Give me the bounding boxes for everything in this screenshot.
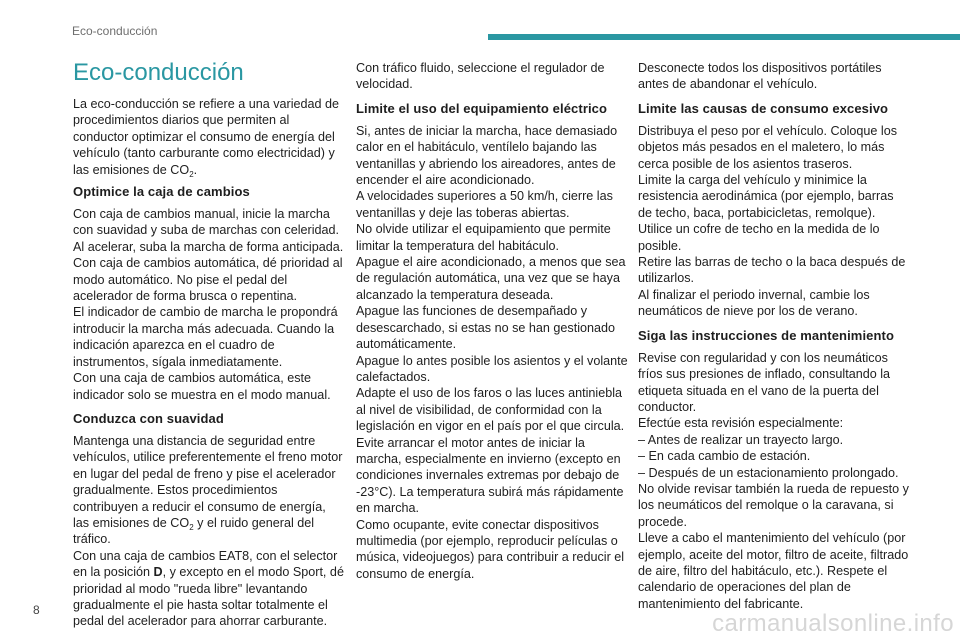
eat8-text-b: , y excepto en el modo Sport, dé prioridad al modo "rueda libre" levantando gradualmente el pie hasta soltar totalmente el pedal del acelerador para ahorrar carburante. bbox=[73, 565, 344, 629]
column-2 bbox=[356, 60, 628, 582]
intro-end: . bbox=[193, 162, 198, 177]
page-title: Eco-conducción bbox=[73, 59, 244, 86]
excess-line-2: Limite la carga del vehículo y minimice la resistencia aerodinámica (por ejemplo, barras de techo, baca, portabicicletas, remolque). Utilice un cofre de techo en la medida de lo posible. bbox=[638, 173, 894, 253]
maintenance-line-7: Lleve a cabo el mantenimiento del vehículo (por ejemplo, aceite del motor, filtro de aceite, filtrado de aire, filtro del habitáculo, etc.). Respete el calendario de operaciones del plan de mantenimiento del fabricante. bbox=[638, 531, 909, 611]
electrical-line-2: A velocidades superiores a 50 km/h, cierre las ventanillas y deje las toberas abiertas. bbox=[356, 189, 613, 220]
intro-paragraph bbox=[73, 96, 345, 178]
smooth-text-a: Mantenga una distancia de seguridad entre vehículos, utilice preferentemente el freno motor en lugar del pedal de freno y pise el acelerador gradualmente. Estos procedimientos contribuyen a reducir el consumo de energía, las emisiones de CO bbox=[73, 433, 343, 530]
electrical-line-6: Apague lo antes posible los asientos y el volante calefactados. bbox=[356, 353, 628, 384]
co2-subscript-2: 2 bbox=[189, 522, 194, 532]
intro-text: La eco-conducción se refiere a una variedad de procedimientos diarios que permiten al conductor optimizar el consumo de energía del vehículo (tanto carburante como electricidad) y las emisiones de CO bbox=[73, 97, 340, 177]
maintenance-line-1: Revise con regularidad y con los neumáticos fríos sus presiones de inflado, consultando la etiqueta situada en el vano de la puerta del conductor. bbox=[638, 350, 891, 414]
electrical-line-7: Adapte el uso de los faros o las luces antiniebla al nivel de visibilidad, de conformidad con la legislación en vigor en el país por el que circula. bbox=[356, 386, 625, 434]
electrical-line-4: Apague el aire acondicionado, a menos que sea de regulación automática, una vez que se haya alcanzado la temperatura deseada. bbox=[356, 255, 626, 302]
header-accent-bar bbox=[488, 34, 960, 40]
section-header-title: Eco-conducción bbox=[72, 24, 158, 38]
co2-subscript: 2 bbox=[189, 169, 194, 179]
maintenance-line-5: – Después de un estacionamiento prolongado. bbox=[638, 465, 899, 480]
watermark: carmanualsonline.info bbox=[712, 610, 954, 637]
drive-position-d: D bbox=[153, 565, 163, 580]
column-1 bbox=[73, 60, 345, 630]
electrical-line-3: No olvide utilizar el equipamiento que permite limitar la temperatura del habitáculo. bbox=[356, 222, 611, 253]
smooth-text-b: y el ruido general del tráfico. bbox=[73, 515, 315, 547]
excess-line-4: Al finalizar el periodo invernal, cambie los neumáticos de nieve por los de verano. bbox=[638, 287, 870, 319]
gearbox-line-1: Con caja de cambios manual, inicie la marcha con suavidad y suba de marchas con celeridad. Al acelerar, suba la marcha de forma anticipada. bbox=[73, 207, 344, 254]
maintenance-line-2: Efectúe esta revisión especialmente: bbox=[638, 416, 844, 431]
column-3 bbox=[638, 60, 910, 612]
heading-excess-consumption: Limite las causas de consumo excesivo bbox=[638, 100, 889, 116]
maintenance-line-3: – Antes de realizar un trayecto largo. bbox=[638, 432, 844, 447]
electrical-line-5: Apague las funciones de desempañado y desescarchado, si estas no se han gestionado automáticamente. bbox=[356, 304, 616, 352]
smooth-driving-paragraph bbox=[73, 433, 345, 548]
heading-gearbox: Optimice la caja de cambios bbox=[73, 184, 250, 200]
portable-devices-paragraph: Desconecte todos los dispositivos portátiles antes de abandonar el vehículo. bbox=[638, 61, 882, 92]
gearbox-line-3: El indicador de cambio de marcha le propondrá introducir la marcha más adecuada. Cuando la indicación aparezca en el cuadro de instrumentos, sígala inmediatamente. bbox=[73, 305, 338, 369]
maintenance-line-4: – En cada cambio de estación. bbox=[638, 449, 811, 464]
maintenance-line-6: No olvide revisar también la rueda de repuesto y los neumáticos del remolque o la caravana, si procede. bbox=[638, 481, 909, 529]
cruise-control-paragraph: Con tráfico fluido, seleccione el regulador de velocidad. bbox=[356, 61, 605, 92]
gearbox-line-4: Con una caja de cambios automática, este indicador solo se muestra en el modo manual. bbox=[73, 371, 331, 402]
eat8-text-a: Con una caja de cambios EAT8, con el selector en la posición bbox=[73, 548, 338, 580]
heading-smooth-driving: Conduzca con suavidad bbox=[73, 410, 224, 426]
eat8-paragraph bbox=[73, 548, 345, 630]
electrical-line-1: Si, antes de iniciar la marcha, hace demasiado calor en el habitáculo, ventílelo bajando las ventanillas y abriendo los aireadores, antes de encender el aire acondicionado. bbox=[356, 123, 618, 188]
gearbox-line-2: Con caja de cambios automática, dé prioridad al modo automático. No pise el pedal del acelerador de forma brusca o repentina. bbox=[73, 256, 343, 304]
heading-electrical: Limite el uso del equipamiento eléctrico bbox=[356, 100, 608, 116]
electrical-line-8: Evite arrancar el motor antes de iniciar la marcha, especialmente en invierno (excepto en condiciones invernales extremas por debajo de -23°C). La temperatura subirá más rápidamente en marcha. bbox=[356, 435, 624, 516]
heading-maintenance: Siga las instrucciones de mantenimiento bbox=[638, 327, 895, 343]
excess-line-1: Distribuya el peso por el vehículo. Coloque los objetos más pesados en el maletero, lo más cerca posible de los asientos traseros. bbox=[638, 123, 898, 171]
excess-line-3: Retire las barras de techo o la baca después de utilizarlos. bbox=[638, 255, 906, 286]
electrical-line-9: Como ocupante, evite conectar dispositivos multimedia (por ejemplo, reproducir películas o música, videojuegos) para contribuir a reducir el consumo de energía. bbox=[356, 517, 625, 581]
page-number: 8 bbox=[33, 603, 40, 617]
